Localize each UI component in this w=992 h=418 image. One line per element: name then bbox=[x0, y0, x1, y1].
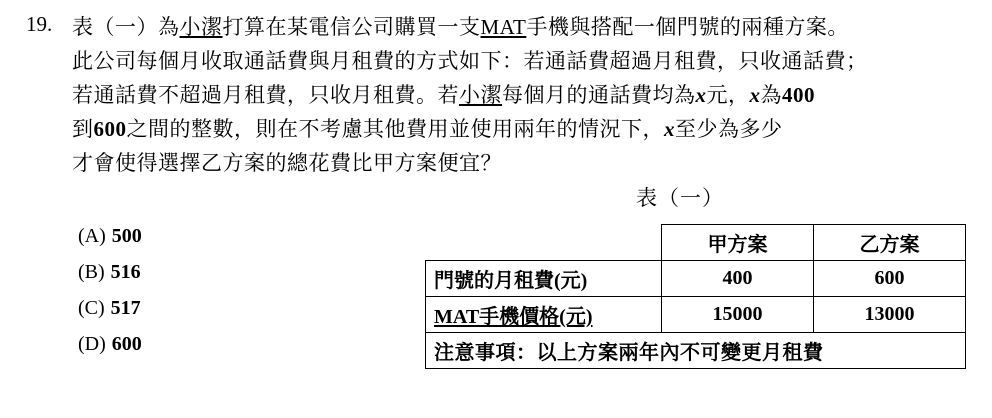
option-d-value: 600 bbox=[111, 333, 142, 355]
cell-phone-price-plan-a: 15000 bbox=[662, 297, 814, 333]
question-line-1: 表（一）為小潔打算在某電信公司購買一支MAT手機與搭配一個門號的兩種方案。 bbox=[72, 15, 849, 39]
table-header-row bbox=[426, 225, 966, 261]
table-row bbox=[426, 297, 966, 333]
option-a-label: (A) bbox=[78, 225, 106, 247]
option-b[interactable] bbox=[78, 254, 142, 290]
cell-phone-price-plan-b: 13000 bbox=[814, 297, 966, 333]
answer-options bbox=[78, 218, 142, 362]
cell-monthly-fee-plan-b: 600 bbox=[814, 261, 966, 297]
table-note: 注意事項：以上方案兩年內不可變更月租費 bbox=[426, 333, 966, 369]
question-text bbox=[72, 10, 952, 180]
table-corner-cell bbox=[426, 225, 662, 261]
option-d-label: (D) bbox=[78, 333, 106, 355]
option-c[interactable] bbox=[78, 290, 142, 326]
option-a[interactable] bbox=[78, 218, 142, 254]
question-number: 19. bbox=[26, 12, 53, 36]
plan-table-wrapper bbox=[425, 224, 965, 369]
plan-table bbox=[425, 224, 966, 369]
question-line-3: 若通話費不超過月租費，只收月租費。若小潔每個月的通話費均為x元，x為400 bbox=[72, 83, 815, 107]
option-c-label: (C) bbox=[78, 297, 105, 319]
option-d[interactable] bbox=[78, 326, 142, 362]
question-line-5: 才會使得選擇乙方案的總花費比甲方案便宜？ bbox=[72, 151, 502, 175]
row-header-phone-price bbox=[426, 297, 662, 333]
row-header-phone-price-text: MAT手機價格(元) bbox=[434, 306, 593, 328]
option-c-value: 517 bbox=[110, 297, 141, 319]
cell-monthly-fee-plan-a: 400 bbox=[662, 261, 814, 297]
question-line-4: 到600之間的整數，則在不考慮其他費用並使用兩年的情況下，x至少為多少 bbox=[72, 117, 783, 141]
table-row bbox=[426, 261, 966, 297]
column-header-plan-a: 甲方案 bbox=[662, 225, 814, 261]
option-a-value: 500 bbox=[111, 225, 142, 247]
option-b-label: (B) bbox=[78, 261, 105, 283]
row-header-monthly-fee: 門號的月租費(元) bbox=[426, 261, 662, 297]
question-line-2: 此公司每個月收取通話費與月租費的方式如下：若通話費超過月租費，只收通話費； bbox=[72, 49, 868, 73]
table-note-row bbox=[426, 333, 966, 369]
table-caption: 表（一） bbox=[636, 186, 724, 210]
column-header-plan-b: 乙方案 bbox=[814, 225, 966, 261]
option-b-value: 516 bbox=[110, 261, 141, 283]
